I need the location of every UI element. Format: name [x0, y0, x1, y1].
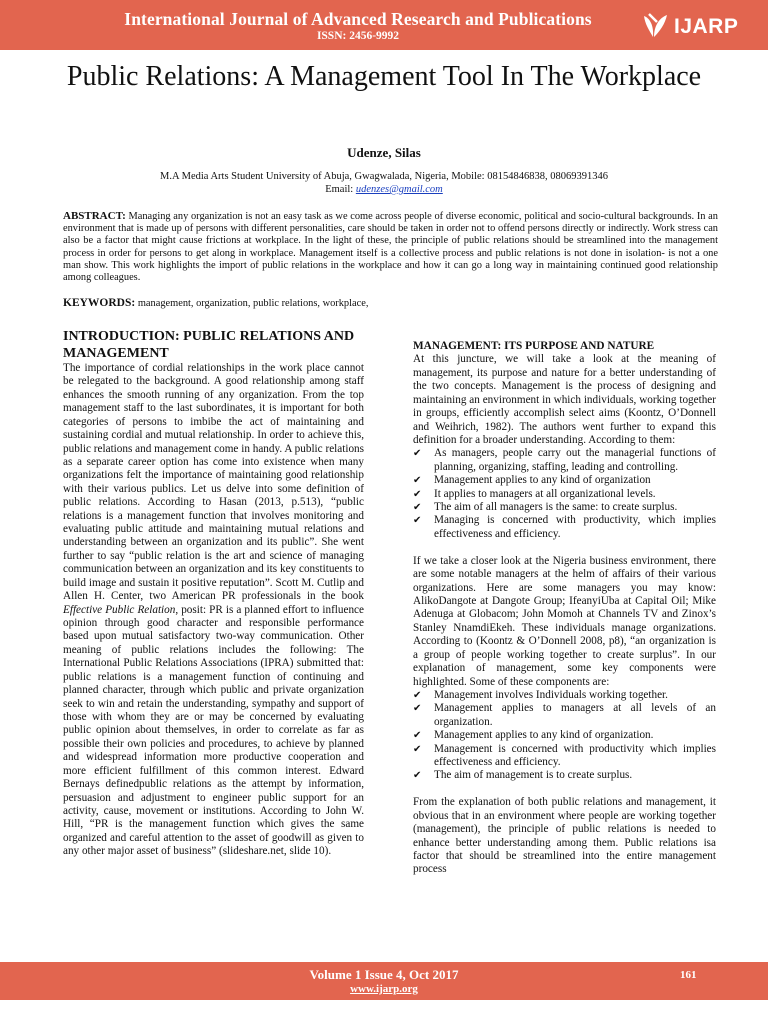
management-paragraph-1: At this juncture, we will take a look at the meaning of management, its purpose and nature for a better understanding of the two concepts. Management is the process of designing and maintaining an environment in which individuals, working together in groups, efficiently accomplish select aims (Koontz, O’Donnell and Weihrich, 1982). The authors went further to expand this definition for a broader understanding. According to them: — [413, 353, 716, 446]
management-paragraph-2: If we take a closer look at the Nigeria business environment, there are some notable managers at the helm of affairs of their various organizations. Here are some managers you may know: AlikoDangote at Dangote Group; IfeanyiUba at Capital Oil; Mike Adenuga at Globacom; John Momoh at Channels TV and Zinox’s Stanley NnamdiEkeh. These individuals manage organizations. According to (Koontz & O’Donnell 2008, p8), “an organization is a group of people working together to create surplus”. In our explanation of management, some key components were highlighted. Some of these components are: — [413, 554, 716, 688]
keywords-label: KEYWORDS: — [63, 297, 136, 309]
author-affiliation: M.A Media Arts Student University of Abuja, Gwagwalada, Nigeria, Mobile: 08154846838, 08069391346 — [160, 171, 608, 182]
checkmark-icon: ✔ — [413, 448, 422, 460]
checkmark-icon: ✔ — [413, 770, 422, 782]
logo-text: IJARP — [674, 15, 739, 38]
left-column — [63, 328, 364, 859]
abstract-text: Managing any organization is not an easy task as we come across people of diverse economic, political and socio-cultural backgrounds. In an environment that is made up of persons with different personalities, care should be taken in order not to offend persons directly or indirectly. Work stress can also be a factor that might cause frictions at workplace. In the light of these, the principle of public relations should be streamlined into the management process in order for persons to get along in workplace. Management itself is a collective process and public relations is not done in isolation- is not a one man show. This work highlights the import of public relations in the workplace and how it can go a long way in maintaining continued good relationship among colleagues. — [63, 211, 718, 284]
author-name: Udenze, Silas — [347, 145, 421, 160]
intro-text-b: , posit: PR is a planned effort to influence opinion through good character and responsible performance based upon mutual satisfactory two-way communication. Other meaning of public relations includes the following: The International Public Relations Associations (IPRA) submitted that: public relations is a management function of continuing and planned character, through which public and private organization seek to win and retain the understanding, sympathy and support of those with whom they are or may be concerned by evaluating public opinion about themselves, in order to correlate as far as possible their own policies and procedures, to achieve by planned and widespread information more productive cooperation and more efficient fulfillment of this common interest. Edward Bernays definedpublic relations as the attempt by information, persuasion and adjustment to engineer public support for an activity, cause, movement or institutions. According to John W. Hill, “PR is the management function which gives the same organized and careful attention to the asset of goodwill as given to any other major asset of business” (slideshare.net, slide 10). — [63, 603, 364, 858]
list-item: ✔ Management applies to any kind of organization. — [413, 729, 654, 742]
management-paragraph-3: From the explanation of both public relations and management, it obvious that in an environment where people are working together (management), the principle of public relations is needed to enhance better understanding among them. Public relations isa factor that should be streamlined into the entire management process — [413, 796, 716, 876]
checkmark-icon: ✔ — [413, 515, 422, 527]
checkmark-icon: ✔ — [413, 730, 422, 742]
email-label: Email: — [325, 184, 354, 195]
email-link[interactable]: udenzes@gmail.com — [355, 184, 443, 195]
list-item: ✔ As managers, people carry out the managerial functions of planning, organizing, staffing, leading and controlling. — [413, 447, 716, 473]
page-footer — [0, 962, 768, 1000]
checkmark-icon: ✔ — [413, 743, 422, 755]
paper-title: Public Relations: A Management Tool In The Workplace — [66, 61, 702, 92]
list-item: ✔ The aim of all managers is the same: to create surplus. — [413, 501, 678, 514]
volume-issue: Volume 1 Issue 4, Oct 2017 — [309, 967, 459, 982]
list-item: ✔ Management is concerned with productivity which implies effectiveness and efficiency. — [413, 742, 716, 769]
intro-text-a: The importance of cordial relationships in the work place cannot be relegated to the background. A good relationship among staff enhances the smooth running of any organization. From the top management staff to the last subordinates, it is important for both categories of persons to imbibe the act of maintaining and sustaining cordial and mutual relationship. In order to achieve this, public relations and management come in handy. A public relations as a separate career option has come into existence when many organizations felt the importance of maintaining good relationship with their various publics. Let us delve into some definition of public relations. According to Hasan (2013, p.513), “public relations is a management function that involves monitoring and evaluating public attitude and maintaining mutual relations and understanding between an organization and its public”. She went further to say “public relation is the art and science of managing communication between an organization and its key constituents to build image and sustain it positive reputation”. Scott M. Cutlip and Allen H. Center, two American PR professionals in the book — [63, 362, 364, 603]
issn: ISSN: 2456-9992 — [316, 30, 400, 42]
email-line — [0, 184, 768, 195]
list-item: ✔ The aim of management is to create surplus. — [413, 769, 633, 782]
abstract-label: ABSTRACT: — [63, 210, 126, 222]
book-title: Effective Public Relation — [63, 603, 176, 616]
list-item: ✔ Management applies to managers at all levels of an organization. — [413, 702, 716, 728]
checkmark-icon: ✔ — [413, 703, 422, 715]
section-heading-introduction: INTRODUCTION: PUBLIC RELATIONS AND MANAGEMENT — [63, 329, 355, 361]
list-item: ✔ Management involves Individuals working together. — [413, 688, 668, 701]
checkmark-icon: ✔ — [413, 502, 422, 514]
checkmark-icon: ✔ — [413, 475, 422, 487]
list-item: ✔ It applies to managers at all organizational levels. — [413, 487, 656, 500]
section-heading-management: MANAGEMENT: ITS PURPOSE AND NATURE — [413, 340, 655, 352]
journal-logo — [640, 10, 750, 42]
abstract — [63, 210, 718, 284]
checkmark-icon: ✔ — [413, 689, 422, 701]
right-column — [413, 340, 716, 877]
intro-paragraph — [63, 362, 364, 859]
list-item: ✔ Managing is concerned with productivity, which implies effectiveness and efficiency. — [413, 514, 716, 540]
management-components-list — [413, 689, 716, 783]
list-item: ✔ Management applies to any kind of organization — [413, 474, 651, 487]
ijarp-leaf-logo-icon — [640, 12, 670, 40]
website-link[interactable]: www.ijarp.org — [350, 983, 418, 995]
checkmark-icon: ✔ — [413, 488, 422, 500]
page-number: 161 — [680, 969, 697, 981]
journal-banner — [0, 0, 768, 50]
journal-title: International Journal of Advanced Research and Publications — [124, 9, 592, 29]
management-definition-list — [413, 447, 716, 541]
keywords — [63, 297, 718, 309]
keywords-text: management, organization, public relations, workplace, — [137, 298, 369, 309]
